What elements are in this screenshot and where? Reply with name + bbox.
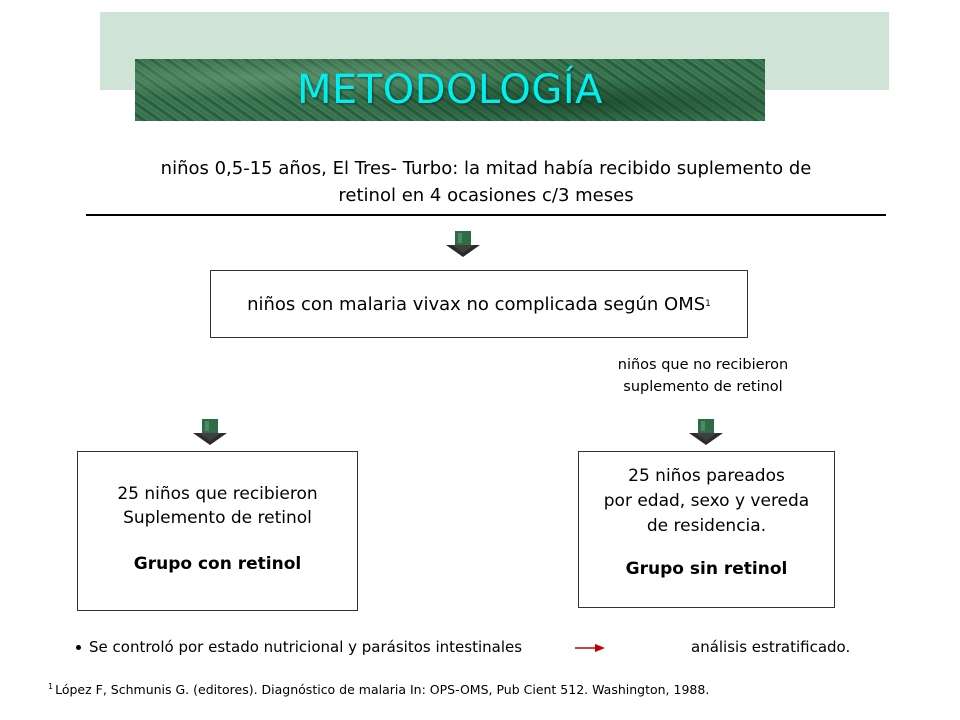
slide-title: METODOLOGÍA: [297, 67, 603, 113]
intro-line-1: niños 0,5-15 años, El Tres- Turbo: la mitad había recibido suplemento de: [160, 158, 812, 179]
bullet-text: Se controló por estado nutricional y parásitos intestinales: [89, 638, 523, 656]
side-note-line-2: suplemento de retinol: [623, 379, 783, 395]
side-note-line-1: niños que no recibieron: [617, 357, 789, 373]
down-arrow-icon: [193, 419, 227, 445]
no-retinol-group-line-3: de residencia.: [646, 516, 767, 536]
side-note: [578, 354, 828, 398]
down-arrow-icon: [446, 231, 480, 257]
divider-line: [86, 214, 886, 216]
malaria-box-text: niños con malaria vivax no complicada según OMS: [247, 293, 706, 315]
no-retinol-group-line-2: por edad, sexo y vereda: [603, 491, 810, 511]
down-arrow-icon: [689, 419, 723, 445]
no-retinol-group-line-1: 25 niños pareados: [628, 466, 785, 486]
intro-text: [88, 155, 884, 209]
right-arrow-icon: [575, 643, 605, 653]
bullet-note: [76, 636, 876, 658]
retinol-group-line-1: 25 niños que recibieron: [117, 484, 318, 504]
retinol-group-box: [77, 451, 358, 611]
footnote: [48, 682, 908, 697]
footnote-ref-marker: 1: [705, 299, 711, 309]
no-retinol-group-box: [578, 451, 835, 608]
retinol-group-label: Grupo con retinol: [133, 554, 302, 574]
footnote-text: López F, Schmunis G. (editores). Diagnóstico de malaria In: OPS-OMS, Pub Cient 512. Washington, 1988.: [55, 682, 710, 697]
no-retinol-group-label: Grupo sin retinol: [625, 559, 788, 579]
bullet-dot-icon: [76, 645, 81, 650]
retinol-group-line-2: Suplemento de retinol: [123, 508, 312, 528]
footnote-number: 1: [48, 682, 54, 691]
bullet-result-text: análisis estratificado.: [691, 638, 851, 656]
intro-line-2: retinol en 4 ocasiones c/3 meses: [338, 185, 634, 206]
title-banner: [135, 59, 765, 121]
malaria-box: [210, 270, 748, 338]
